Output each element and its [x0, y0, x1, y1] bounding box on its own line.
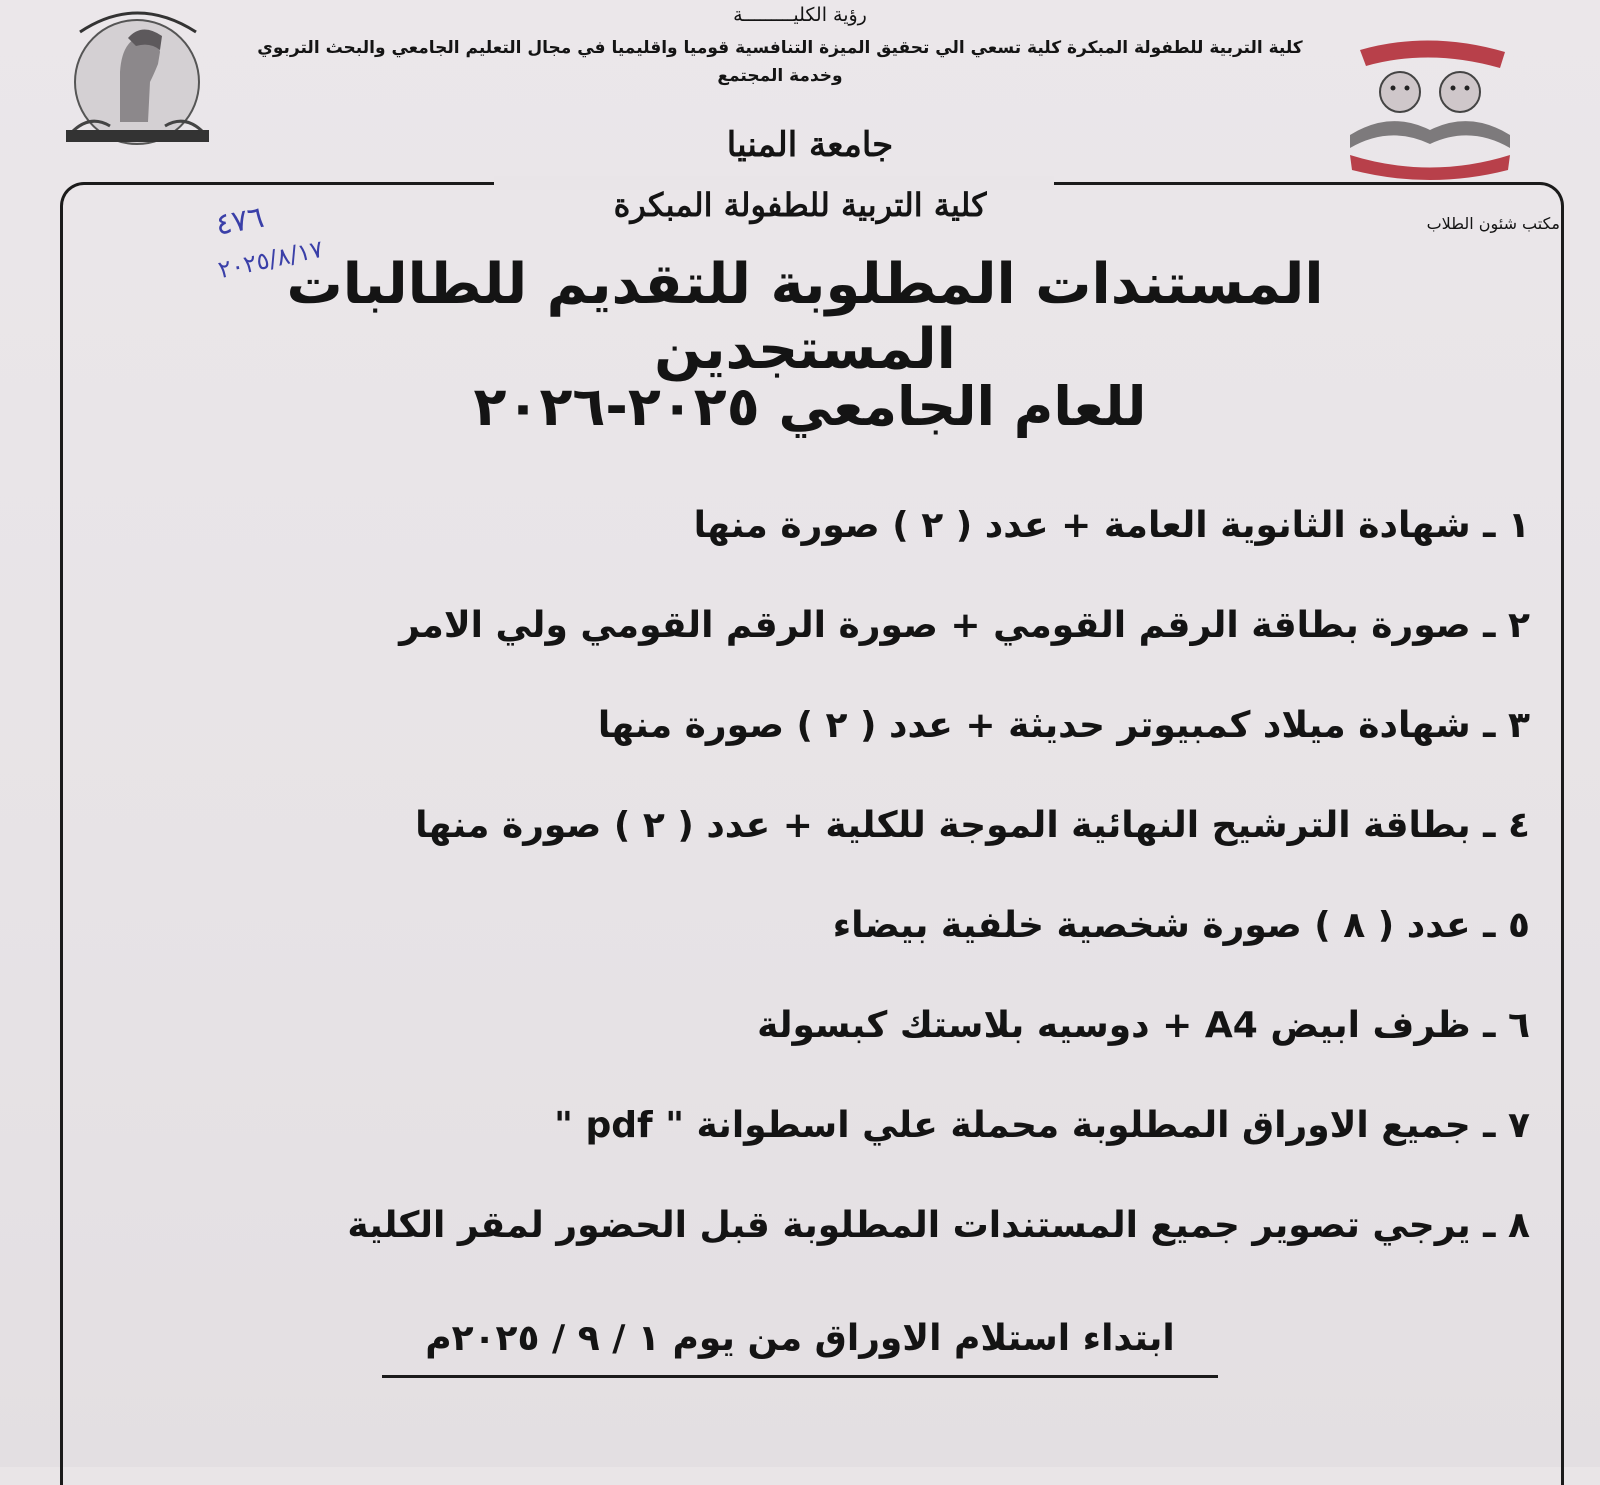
nefertiti-emblem-icon — [50, 2, 225, 172]
list-item: ٨ ـ يرجي تصوير جميع المستندات المطلوبة قبل الحضور لمقر الكلية — [347, 1205, 1530, 1246]
required-documents-list — [120, 496, 1530, 1296]
footer-underline — [382, 1375, 1218, 1378]
list-item: ٦ ـ ظرف ابيض A4 + دوسيه بلاستك كبسولة — [757, 1005, 1530, 1046]
list-item: ٤ ـ بطاقة الترشيح النهائية الموجة للكلية + عدد ( ٢ ) صورة منها — [415, 805, 1530, 846]
faculty-name: كلية التربية للطفولة المبكرة — [613, 186, 987, 224]
list-item: ٧ ـ جميع الاوراق المطلوبة محملة علي اسطوانة " pdf " — [554, 1105, 1530, 1146]
document-title: المستندات المطلوبة للتقديم للطالبات المستجدين — [286, 252, 1324, 382]
office-label: مكتب شئون الطلاب — [1426, 214, 1560, 233]
list-item: ١ ـ شهادة الثانوية العامة + عدد ( ٢ ) صورة منها — [693, 505, 1530, 546]
svg-text:٤٧٦: ٤٧٦ — [212, 199, 267, 243]
vision-statement: كلية التربية للطفولة المبكرة كلية تسعي الي تحقيق الميزة التنافسية قوميا واقليميا في مجال التعليم الجامعي والبحث التربوي وخدمة المجتمع — [257, 38, 1303, 86]
list-item: ٣ ـ شهادة ميلاد كمبيوتر حديثة + عدد ( ٢ ) صورة منها — [597, 705, 1530, 746]
university-name: جامعة المنيا — [726, 125, 894, 165]
vision-title: رؤية الكليـــــــــة — [733, 4, 867, 26]
children-book-logo-icon — [1330, 30, 1530, 180]
submission-start-note: ابتداء استلام الاوراق من يوم ١ / ٩ / ٢٠٢٥م — [425, 1318, 1175, 1359]
list-item: ٢ ـ صورة بطاقة الرقم القومي + صورة الرقم القومي ولي الامر — [399, 605, 1530, 646]
list-item: ٥ ـ عدد ( ٨ ) صورة شخصية خلفية بيضاء — [832, 905, 1530, 946]
academic-year-subtitle: للعام الجامعي ٢٠٢٥-٢٠٢٦ — [473, 375, 1147, 438]
svg-text:٢٠٢٥/٨/١٧: ٢٠٢٥/٨/١٧ — [215, 234, 326, 285]
